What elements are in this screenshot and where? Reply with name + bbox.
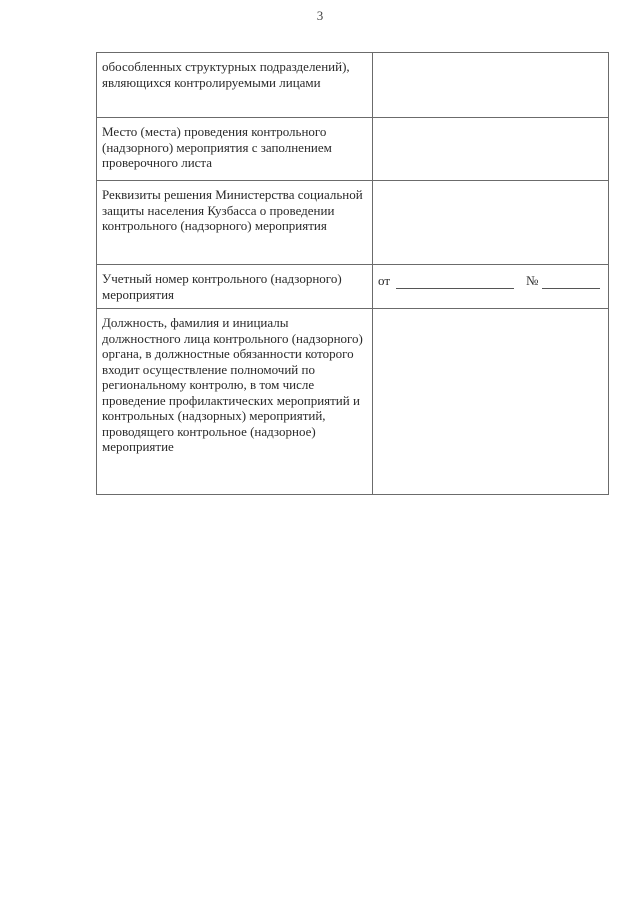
- row-value-controlled-persons: [373, 53, 609, 118]
- number-sign-label: №: [526, 273, 539, 288]
- table-row: [97, 53, 609, 118]
- row-label-inspector: Должность, фамилия и инициалы должностного лица контрольного (надзорного) органа, в должностные обязанности которого входит осуществление полномочий по региональному контролю, в том числе проведение профилактических мероприятий и контрольных (надзорных) мероприятий, проводящего контрольное (надзорное) мероприятие: [97, 309, 373, 495]
- row-value-inspection-place: [373, 118, 609, 181]
- date-blank-line: [396, 277, 514, 289]
- table-row: [97, 309, 609, 495]
- checklist-details-table: [96, 52, 609, 495]
- row-label-registration-number: Учетный номер контрольного (надзорного) мероприятия: [97, 265, 373, 309]
- row-value-decision-details: [373, 181, 609, 265]
- table-row: [97, 118, 609, 181]
- table-row: [97, 181, 609, 265]
- row-value-inspector: [373, 309, 609, 495]
- page-number: 3: [316, 8, 324, 23]
- registration-fields: [378, 273, 603, 289]
- row-value-registration-number: [373, 265, 609, 309]
- number-blank-line: [542, 277, 600, 289]
- table-row: [97, 265, 609, 309]
- row-label-controlled-persons: обособленных структурных подразделений), являющихся контролируемыми лицами: [97, 53, 373, 118]
- date-prefix-label: от: [378, 273, 391, 288]
- row-label-decision-details: Реквизиты решения Министерства социальной защиты населения Кузбасса о проведении контрольного (надзорного) мероприятия: [97, 181, 373, 265]
- row-label-inspection-place: Место (места) проведения контрольного (надзорного) мероприятия с заполнением проверочного листа: [97, 118, 373, 181]
